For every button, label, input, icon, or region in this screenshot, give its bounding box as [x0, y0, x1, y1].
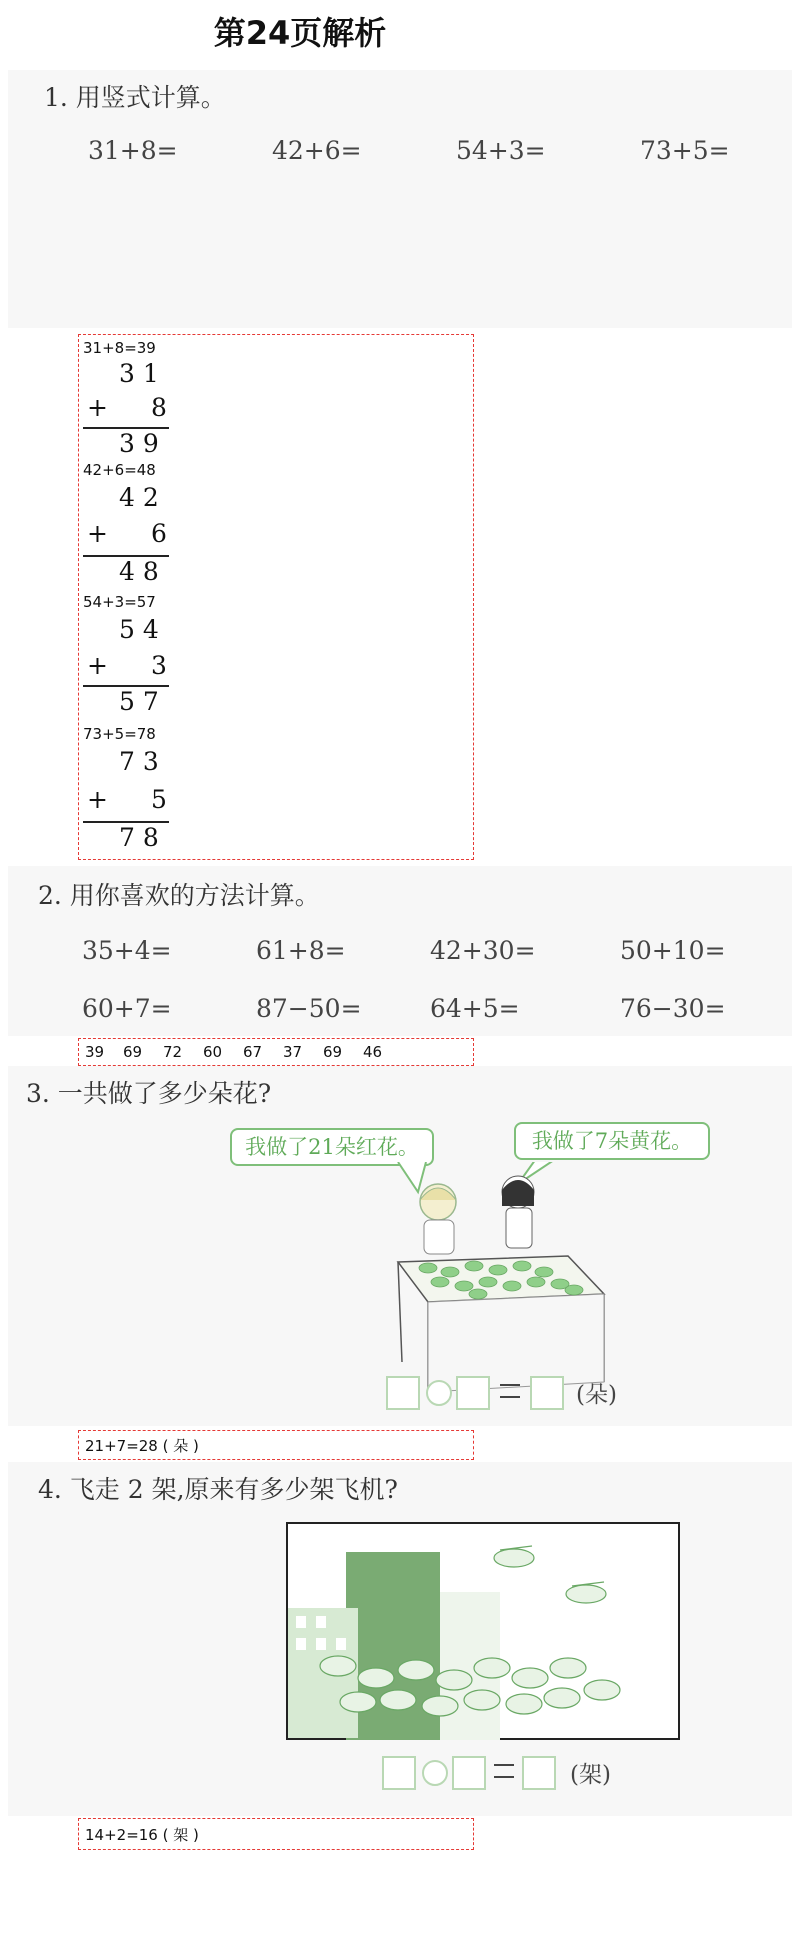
airplanes-illustration [286, 1522, 680, 1740]
answer-square [452, 1756, 486, 1790]
answer-value: 69 [123, 1043, 143, 1061]
speech-bubble-right: 我做了7朵黄花。 [514, 1122, 710, 1160]
question-1-heading: 1. 用竖式计算。 [44, 83, 226, 112]
question-4-answer-box [78, 1818, 474, 1850]
unit-label: (朵) [576, 1382, 617, 1408]
question-2-panel [8, 866, 792, 1036]
answer-square [386, 1376, 420, 1410]
q2-expression: 42+30= [430, 936, 536, 965]
q1-expression: 73+5= [640, 136, 730, 165]
vertical-result: 5 7 [119, 687, 159, 716]
answer-caption: 73+5=78 [83, 725, 156, 743]
answer-square [530, 1376, 564, 1410]
answer-caption: 42+6=48 [83, 461, 156, 479]
question-2-heading: 2. 用你喜欢的方法计算。 [38, 881, 320, 910]
answer-value: 46 [363, 1043, 383, 1061]
operator-circle [426, 1380, 452, 1406]
answer-value: 67 [243, 1043, 263, 1061]
plus-sign: + [87, 785, 108, 814]
plus-sign: + [87, 393, 108, 422]
q2-expression: 87−50= [256, 994, 362, 1023]
question-2-answer-box [78, 1038, 474, 1066]
q1-expression: 31+8= [88, 136, 178, 165]
vertical-result: 7 8 [119, 823, 159, 852]
page-title: 第24页解析 [213, 14, 387, 52]
answer-value: 60 [203, 1043, 223, 1061]
q2-expression: 50+10= [620, 936, 726, 965]
question-4-heading: 4. 飞走 2 架,原来有多少架飞机? [38, 1475, 398, 1504]
q2-expression: 60+7= [82, 994, 172, 1023]
answer-caption: 54+3=57 [83, 593, 156, 611]
plus-sign: + [87, 519, 108, 548]
vertical-addend: 8 [151, 393, 167, 422]
vertical-top-number: 5 4 [119, 615, 159, 644]
answer-text: 14+2=16 ( 架 ) [85, 1826, 199, 1844]
question-3-heading: 3. 一共做了多少朵花? [26, 1079, 272, 1108]
vertical-top-number: 4 2 [119, 483, 159, 512]
answer-value: 69 [323, 1043, 343, 1061]
answer-square [522, 1756, 556, 1790]
answer-value: 37 [283, 1043, 303, 1061]
question-3-answer-box [78, 1430, 474, 1460]
children-table-illustration [368, 1162, 708, 1392]
q2-expression: 76−30= [620, 994, 726, 1023]
answer-caption: 31+8=39 [83, 339, 156, 357]
vertical-result: 3 9 [119, 429, 159, 458]
vertical-addend: 6 [151, 519, 167, 548]
vertical-top-number: 3 1 [119, 359, 159, 388]
q2-expression: 61+8= [256, 936, 346, 965]
speech-bubble-left: 我做了21朵红花。 [230, 1128, 434, 1166]
q1-expression: 54+3= [456, 136, 546, 165]
answer-value: 72 [163, 1043, 183, 1061]
question-4-panel [8, 1462, 792, 1816]
vertical-result: 4 8 [119, 557, 159, 586]
question-1-answer-box [78, 334, 474, 860]
answer-text: 21+7=28 ( 朵 ) [85, 1437, 199, 1455]
q1-expression: 42+6= [272, 136, 362, 165]
vertical-addend: 5 [151, 785, 167, 814]
operator-circle [422, 1760, 448, 1786]
equals-sign [494, 1764, 514, 1778]
vertical-addend: 3 [151, 651, 167, 680]
answer-square [382, 1756, 416, 1790]
question-1-panel [8, 70, 792, 328]
equals-sign [500, 1384, 520, 1398]
answer-square [456, 1376, 490, 1410]
question-3-panel [8, 1066, 792, 1426]
plus-sign: + [87, 651, 108, 680]
q2-expression: 35+4= [82, 936, 172, 965]
vertical-top-number: 7 3 [119, 747, 159, 776]
q2-expression: 64+5= [430, 994, 520, 1023]
unit-label: (架) [570, 1762, 611, 1788]
answer-value: 39 [85, 1043, 105, 1061]
